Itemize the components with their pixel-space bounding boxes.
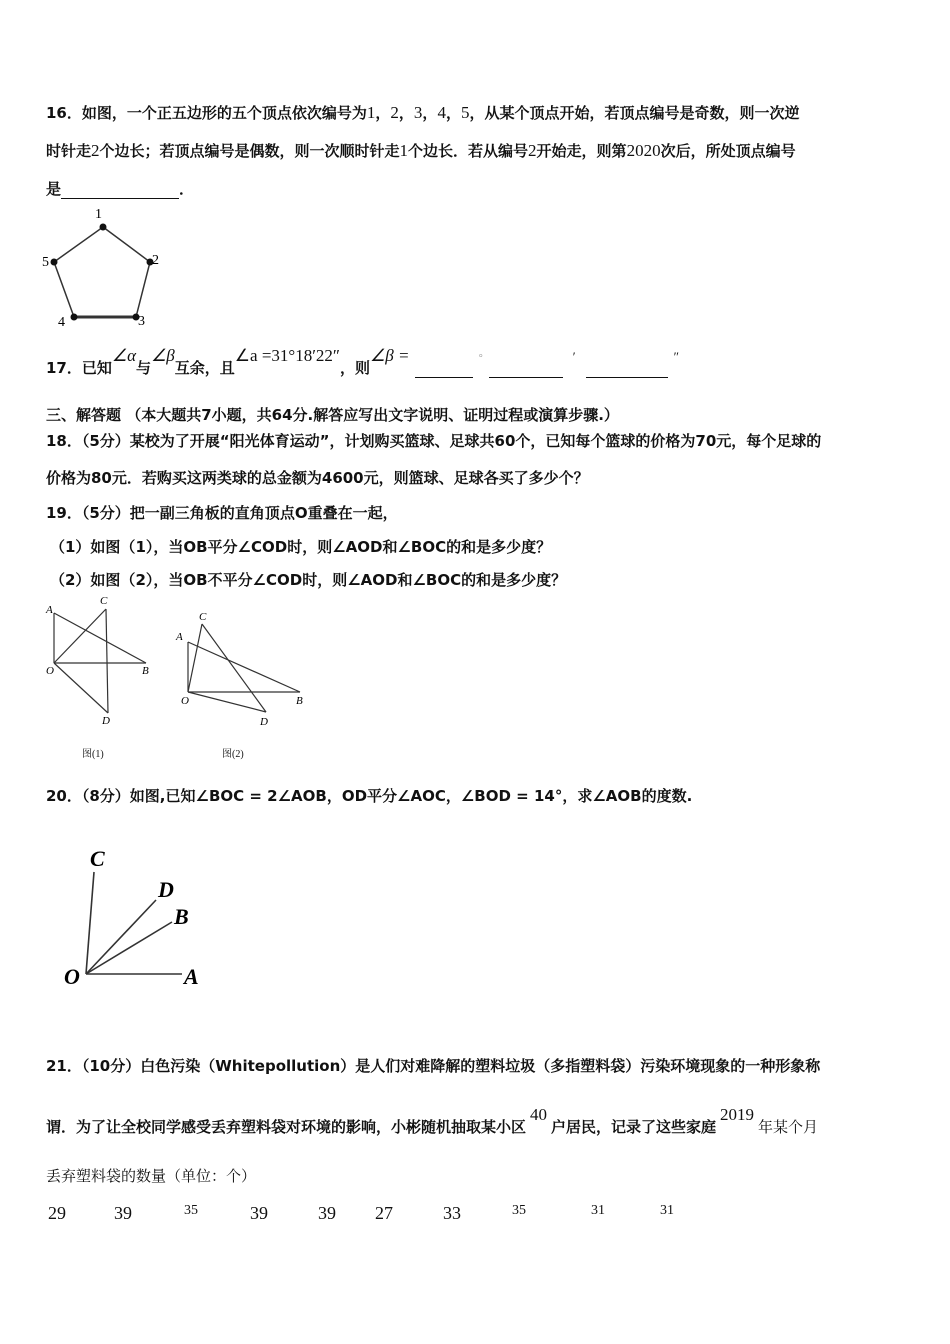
q17-beta: ∠β xyxy=(151,346,175,365)
figure-1-caption: 图(1) xyxy=(82,749,104,760)
fig1-AB xyxy=(54,613,146,663)
q21-line1: 21．（10分）白色污染（Whitepollution）是人们对难降解的塑料垃圾（多指塑料袋）污染环境现象的一种形象称 xyxy=(46,1057,821,1075)
figure-2-caption: 图(2) xyxy=(222,749,244,760)
data-value: 29 xyxy=(48,1203,66,1223)
data-value: 39 xyxy=(250,1203,268,1223)
fig1-label-B: B xyxy=(142,665,149,677)
section-3-heading: 三、解答题 （本大题共7小题，共64分.解答应写出文字说明、证明过程或演算步骤.） xyxy=(46,406,619,424)
q16-two-b: 2 xyxy=(528,141,537,160)
q16-text-d: 个边长；若顶点编号是偶数，则一次顺时针走 xyxy=(99,142,400,160)
q16-answer-blank xyxy=(61,180,179,199)
q17-alpha: ∠α xyxy=(111,346,137,365)
fig1-label-O: O xyxy=(46,665,54,677)
q21-n40: 40 xyxy=(530,1105,548,1124)
q16-n4: 4 xyxy=(437,103,446,122)
q20-figure xyxy=(60,842,210,992)
q21-text-a: 谓．为了让全校同学感受丢弃塑料袋对环境的影响，小彬随机抽取某小区 xyxy=(46,1118,527,1136)
pentagon-label-3: 3 xyxy=(138,314,145,329)
q16-line3 xyxy=(46,178,194,199)
q20-label-A: A xyxy=(184,964,199,989)
pentagon-label-2: 2 xyxy=(152,253,159,268)
q17-deg: ° xyxy=(478,353,483,364)
q17-blank-deg xyxy=(415,359,473,378)
vertex-dot xyxy=(71,314,78,321)
q16-two: 2 xyxy=(91,141,100,160)
q19-part1: （1）如图（1），当OB平分∠COD时，则∠AOD和∠BOC的和是多少度？ xyxy=(50,538,552,556)
q16-n5: 5 xyxy=(460,103,470,122)
q16-n3: 3 xyxy=(413,103,423,122)
q18-line2: 价格为80元．若购买这两类球的总金额为4600元，则篮球、足球各买了多少个？ xyxy=(46,469,589,487)
q17-blank-min xyxy=(489,359,563,378)
q16-line1 xyxy=(46,102,799,123)
q18-line1: 18．（5分）某校为了开展“阳光体育运动”，计划购买篮球、足球共60个，已知每个篮球的价格为70元，每个足球的 xyxy=(46,432,822,450)
fig1-OD xyxy=(54,663,108,713)
fig2-label-D: D xyxy=(260,716,268,728)
q17-given: ∠a =31°18′22″ xyxy=(234,346,341,365)
q21-text-b: 户居民，记录了这些家庭 xyxy=(551,1118,717,1136)
fig2-label-O: O xyxy=(181,695,189,707)
q17-beta-eq: ∠β = xyxy=(370,346,410,365)
figure-2 xyxy=(172,608,312,738)
ray-OC xyxy=(86,872,94,974)
fig2-OC xyxy=(188,624,202,692)
data-value: 31 xyxy=(591,1203,605,1218)
q16-n1: 1 xyxy=(366,103,376,122)
data-value: 35 xyxy=(512,1203,526,1218)
fig1-CD xyxy=(106,609,108,713)
pentagon-shape xyxy=(54,227,150,317)
q17-text-a: 17．已知 xyxy=(46,359,112,377)
ray-OB xyxy=(86,922,172,974)
q16-sep: ， xyxy=(398,104,414,122)
q20-label-D: D xyxy=(158,877,174,902)
ray-OD xyxy=(86,900,156,974)
q16-text-b: ，从某个顶点开始，若顶点编号是奇数，则一次逆 xyxy=(469,104,800,122)
q16-sep: ， xyxy=(375,104,391,122)
q16-text-f: 开始走，则第 xyxy=(536,142,627,160)
fig1-label-C: C xyxy=(100,595,108,607)
q20-line: 20．（8分）如图,已知∠BOC = 2∠AOB，OD平分∠AOC，∠BOD = 14°，求∠AOB的度数. xyxy=(46,787,693,805)
q16-text-a: 16．如图，一个正五边形的五个顶点依次编号为 xyxy=(46,104,367,122)
data-value: 35 xyxy=(184,1203,198,1218)
q16-n2: 2 xyxy=(390,103,399,122)
data-value: 39 xyxy=(318,1203,336,1223)
fig1-label-A: A xyxy=(46,604,53,616)
q16-text-e: 个边长．若从编号 xyxy=(408,142,529,160)
q16-text-g: 次后，所处顶点编号 xyxy=(660,142,796,160)
q20-label-C: C xyxy=(90,846,105,871)
q16-2020: 2020 xyxy=(626,141,661,160)
q17-line xyxy=(46,346,679,378)
q17-text-b: 与 xyxy=(136,359,152,377)
pentagon-label-5: 5 xyxy=(42,255,49,270)
q17-sec: ″ xyxy=(673,349,679,364)
pentagon-figure xyxy=(38,205,178,330)
q17-blank-sec xyxy=(586,359,668,378)
data-value: 31 xyxy=(660,1203,674,1218)
q21-n2019: 2019 xyxy=(720,1105,755,1124)
q21-line3: 丢弃塑料袋的数量（单位：个） xyxy=(46,1169,257,1185)
fig2-label-B: B xyxy=(296,695,303,707)
vertex-dot xyxy=(100,224,107,231)
q20-label-O: O xyxy=(64,964,80,989)
fig2-AB xyxy=(188,642,300,692)
q21-text-c: 年某个月 xyxy=(758,1120,819,1136)
q16-text-h: 是 xyxy=(46,180,62,198)
pentagon-label-4: 4 xyxy=(58,315,65,330)
q17-text-c: 互余，且 xyxy=(174,359,235,377)
q16-one: 1 xyxy=(399,141,409,160)
q21-line2 xyxy=(46,1105,819,1137)
q19-part2: （2）如图（2），当OB不平分∠COD时，则∠AOD和∠BOC的和是多少度？ xyxy=(50,571,567,589)
q16-sep: ， xyxy=(445,104,461,122)
q16-sep: ， xyxy=(422,104,438,122)
fig2-CD xyxy=(202,624,266,712)
pentagon-label-1: 1 xyxy=(95,207,102,222)
q16-text-c: 时针走 xyxy=(46,142,92,160)
data-value: 39 xyxy=(114,1203,132,1223)
q17-text-d: ，则 xyxy=(340,359,371,377)
q19-line1: 19．（5分）把一副三角板的直角顶点O重叠在一起， xyxy=(46,504,398,522)
q16-text-i: ． xyxy=(179,180,195,198)
q16-line2 xyxy=(46,140,796,161)
q17-min: ′ xyxy=(572,349,576,364)
fig1-label-D: D xyxy=(102,715,110,727)
figure-1 xyxy=(44,595,164,735)
vertex-dot xyxy=(51,259,58,266)
q20-label-B: B xyxy=(174,904,189,929)
data-value: 33 xyxy=(443,1203,461,1223)
data-value: 27 xyxy=(375,1203,393,1223)
fig2-label-C: C xyxy=(199,611,207,623)
fig2-label-A: A xyxy=(176,631,183,643)
